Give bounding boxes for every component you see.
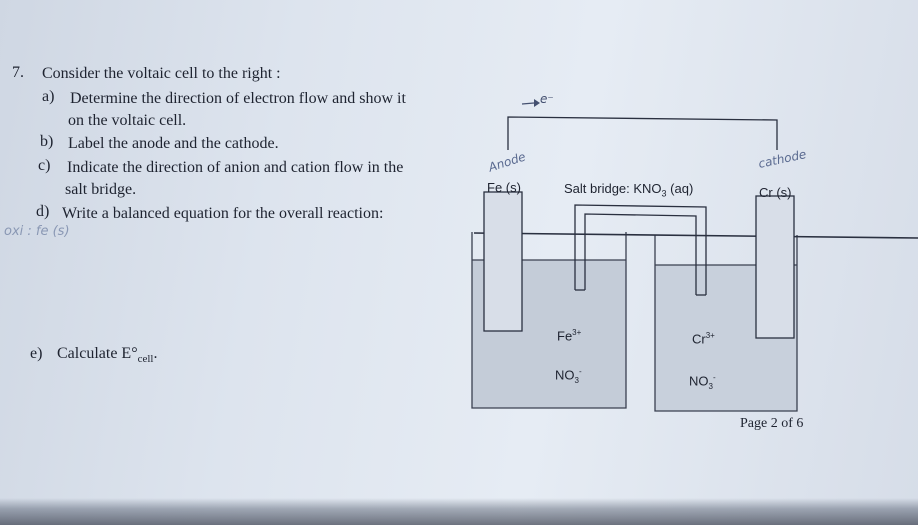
part-e-period: . xyxy=(153,345,158,362)
part-e-main: Calculate E° xyxy=(57,345,138,362)
part-e-label: e) xyxy=(30,345,43,362)
left-anion-charge: - xyxy=(578,367,582,376)
right-electrode-label: Cr (s) xyxy=(759,185,792,200)
question-intro: Consider the voltaic cell to the right : xyxy=(42,65,281,82)
right-anion: NO xyxy=(689,373,709,389)
left-anion: NO xyxy=(555,367,575,383)
right-cation: Cr xyxy=(692,331,706,347)
salt-bridge-prefix: Salt bridge: KNO xyxy=(564,181,662,196)
salt-bridge-label xyxy=(564,181,693,199)
salt-bridge-subscript: 3 xyxy=(661,188,667,199)
left-cation: Fe xyxy=(557,328,573,344)
part-c-text-line1: Indicate the direction of anion and cation flow in the xyxy=(67,159,404,176)
right-cation-charge: 3+ xyxy=(705,331,715,340)
electron-note: e⁻ xyxy=(540,92,554,106)
part-a-text-line2: on the voltaic cell. xyxy=(68,112,187,129)
electron-arrow-line xyxy=(522,103,534,104)
external-wire xyxy=(508,117,777,150)
question-number: 7. xyxy=(12,64,24,81)
right-anion-subscript: 3 xyxy=(708,381,713,391)
left-anion-label xyxy=(555,367,582,385)
part-c-text-line2: salt bridge. xyxy=(65,181,137,198)
right-cation-label xyxy=(692,331,715,346)
part-e-subscript: cell xyxy=(137,353,154,366)
part-b-label: b) xyxy=(40,133,54,150)
anode-handwritten-label: Anode xyxy=(486,149,528,175)
part-a-label: a) xyxy=(42,88,55,105)
right-electrode xyxy=(756,196,794,338)
part-b-text: Label the anode and the cathode. xyxy=(68,135,279,152)
left-electrode-label: Fe (s) xyxy=(487,180,521,195)
page-number: Page 2 of 6 xyxy=(740,416,804,431)
part-a-text-line1: Determine the direction of electron flow and show it xyxy=(70,90,406,107)
photo-bottom-shadow xyxy=(0,498,918,525)
left-anion-subscript: 3 xyxy=(574,375,579,385)
oxidation-handwritten-note: oxi : fe (s) xyxy=(4,224,70,239)
left-electrode xyxy=(484,192,522,331)
salt-bridge-suffix: (aq) xyxy=(666,181,694,196)
part-d-text: Write a balanced equation for the overall reaction: xyxy=(62,205,384,222)
part-c-label: c) xyxy=(38,157,51,174)
right-anion-label xyxy=(689,373,716,391)
left-cation-charge: 3+ xyxy=(572,328,582,337)
cathode-handwritten-label: cathode xyxy=(757,147,808,171)
part-d-label: d) xyxy=(36,203,50,220)
right-anion-charge: - xyxy=(712,373,716,382)
left-cation-label xyxy=(557,328,581,343)
